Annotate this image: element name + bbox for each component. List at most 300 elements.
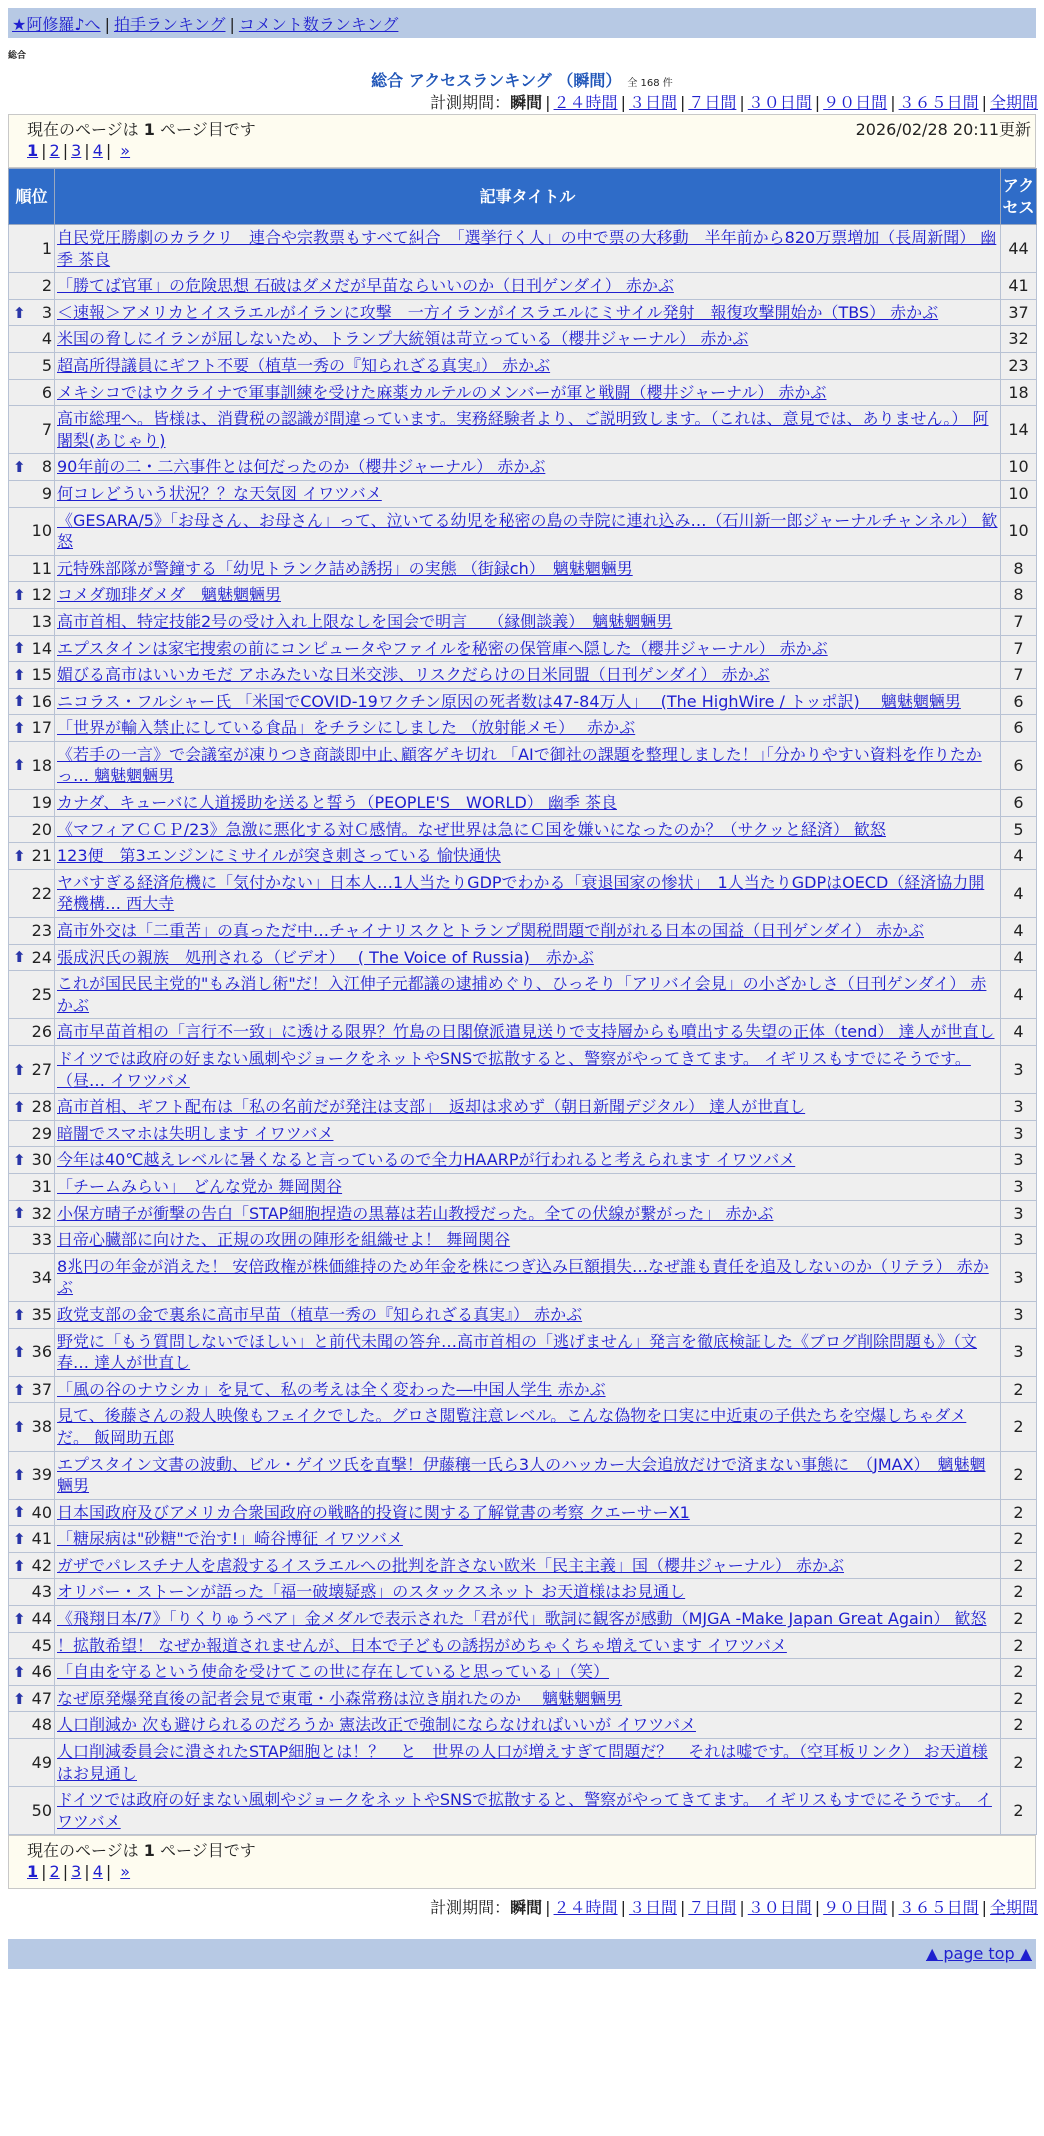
title-cell bbox=[55, 688, 1001, 715]
title-cell bbox=[55, 1787, 1001, 1835]
rank-cell bbox=[9, 1579, 55, 1606]
access-count: 37 bbox=[1001, 299, 1037, 326]
current-page-number: 1 bbox=[143, 120, 155, 139]
table-row bbox=[9, 406, 1037, 454]
table-row bbox=[9, 1712, 1037, 1739]
rank-cell bbox=[9, 1301, 55, 1328]
period-option-link[interactable]: ７日間 bbox=[688, 93, 737, 112]
article-title-link[interactable]: 90年前の二・二六事件とは何だったのか（櫻井ジャーナル） 赤かぶ bbox=[57, 457, 546, 477]
article-title-link[interactable]: 123便 第3エンジンにミサイルが突き刺さっている 愉快通快 bbox=[57, 846, 501, 866]
title-cell bbox=[55, 971, 1001, 1019]
article-title-link[interactable]: 米国の脅しにイランが屈しないため、トランプ大統領は苛立っている（櫻井ジャーナル） 赤かぶ bbox=[57, 329, 749, 349]
rank-cell bbox=[9, 1173, 55, 1200]
rank-number: 40 bbox=[31, 1502, 52, 1522]
table-row bbox=[9, 582, 1037, 609]
up-arrow-icon: ⬆ bbox=[13, 1151, 26, 1170]
article-title-link[interactable]: 「風の谷のナウシカ」を見て、私の考えは全く変わった―中国人学生 赤かぶ bbox=[57, 1379, 606, 1399]
rank-cell bbox=[9, 1606, 55, 1633]
next-page-link[interactable]: » bbox=[120, 1862, 131, 1882]
table-row bbox=[9, 1094, 1037, 1121]
page-links bbox=[27, 141, 1017, 165]
up-arrow-icon: ⬆ bbox=[13, 1417, 26, 1436]
rank-cell bbox=[9, 944, 55, 971]
title-cell bbox=[55, 662, 1001, 689]
article-title-link[interactable]: 「世界が輸入禁止にしている食品」をチラシにしました （放射能メモ） 赤かぶ bbox=[57, 718, 636, 738]
separator: | bbox=[41, 1862, 47, 1882]
period-current: 瞬間 bbox=[510, 93, 543, 112]
separator: | bbox=[545, 1898, 551, 1918]
page-link[interactable]: 1 bbox=[27, 141, 39, 160]
title-cell bbox=[55, 555, 1001, 582]
table-row bbox=[9, 918, 1037, 945]
rank-number: 5 bbox=[41, 355, 52, 375]
period-option-link[interactable]: 全期間 bbox=[989, 1898, 1038, 1918]
title-cell bbox=[55, 1328, 1001, 1376]
ranking-table-body bbox=[9, 225, 1037, 1835]
rank-cell bbox=[9, 662, 55, 689]
title-cell bbox=[55, 918, 1001, 945]
rank-number: 31 bbox=[31, 1176, 52, 1196]
article-title-link[interactable]: 8兆円の年金が消えた！ 安倍政権が株価維持のため年金を株につぎ込み巨額損失…なぜ誰も責任を追及しないのか（リテラ） 赤かぶ bbox=[57, 1256, 989, 1298]
period-option-link[interactable]: ２４時間 bbox=[553, 93, 618, 112]
period-option-link[interactable]: 全期間 bbox=[989, 93, 1038, 112]
title-cell bbox=[55, 816, 1001, 843]
access-count: 2 bbox=[1001, 1659, 1037, 1686]
rank-cell bbox=[9, 299, 55, 326]
title-cell bbox=[55, 1579, 1001, 1606]
rank-cell bbox=[9, 1227, 55, 1254]
article-title-link[interactable]: 高市首相、特定技能2号の受け入れ上限なしを国会で明言 （縁側談義） 魑魅魍魎男 bbox=[57, 611, 673, 631]
table-row bbox=[9, 273, 1037, 300]
separator: | bbox=[814, 93, 821, 112]
table-row bbox=[9, 1579, 1037, 1606]
article-title-link[interactable]: エプスタイン文書の波動、ビル・ゲイツ氏を直撃！伊藤穰一氏ら3人のハッカー大会追放だけで済まない事態に （JMAX） 魑魅魍魎男 bbox=[57, 1454, 986, 1496]
title-cell bbox=[55, 1606, 1001, 1633]
rank-number: 42 bbox=[31, 1555, 52, 1575]
title-cell bbox=[55, 1376, 1001, 1403]
article-title-link[interactable]: 《飛翔日本/7》「りくりゅうペア」金メダルで表示された「君が代」歌詞に観客が感動（MJGA -Make Japan Great Again） 歓怒 bbox=[57, 1609, 987, 1629]
page-link[interactable]: 2 bbox=[49, 141, 60, 160]
rank-number: 14 bbox=[31, 638, 52, 658]
access-count: 7 bbox=[1001, 662, 1037, 689]
article-title-link[interactable]: エプスタインは家宅捜索の前にコンピュータやファイルを秘密の保管庫へ隠した（櫻井ジャーナル） 赤かぶ bbox=[57, 638, 828, 658]
article-title-link[interactable]: 張成沢氏の親族 処刑される（ビデオ） ( The Voice of Russia) 赤かぶ bbox=[57, 947, 594, 967]
up-arrow-icon: ⬆ bbox=[13, 1343, 26, 1361]
separator: | bbox=[890, 93, 896, 112]
title-cell bbox=[55, 582, 1001, 609]
next-page-link[interactable]: » bbox=[120, 141, 131, 160]
article-title-link[interactable]: 何コレどういう状況？？な天気図 イワツバメ bbox=[57, 483, 382, 503]
separator: | bbox=[890, 1898, 896, 1918]
access-count: 5 bbox=[1001, 816, 1037, 843]
rank-cell bbox=[9, 1253, 55, 1301]
rank-number: 10 bbox=[31, 521, 52, 541]
article-title-link[interactable]: ガザでパレスチナ人を虐殺するイスラエルへの批判を許さない欧米「民主主義」国（櫻井ジャーナル） 赤かぶ bbox=[57, 1555, 845, 1575]
page-links bbox=[27, 1862, 1017, 1886]
article-title-link[interactable]: 《GESARA/5》「お母さん、お母さん」って、泣いてる幼児を秘密の島の寺院に連れ込み…（石川新一郎ジャーナルチャンネル） 歓怒 bbox=[57, 510, 998, 552]
table-row bbox=[9, 1526, 1037, 1553]
period-option-link[interactable]: ３日間 bbox=[628, 93, 677, 112]
access-count: 3 bbox=[1001, 1147, 1037, 1174]
rank-number: 36 bbox=[31, 1342, 52, 1362]
rank-number: 50 bbox=[31, 1801, 52, 1821]
page-link[interactable]: 3 bbox=[71, 1862, 82, 1882]
rank-cell bbox=[9, 1526, 55, 1553]
article-title-link[interactable]: 高市総理へ。皆様は、消費税の認識が間違っています。実務経験者より、ご説明致します。（これは、意見では、ありません。） 阿闍梨(あじゃり) bbox=[57, 409, 989, 450]
separator: | bbox=[105, 141, 112, 160]
article-title-link[interactable]: 小保方晴子が衝撃の告白「STAP細胞捏造の黒幕は若山教授だった。全ての伏線が繋がった」 赤かぶ bbox=[57, 1203, 774, 1223]
period-label: 計測期間： bbox=[430, 1898, 511, 1918]
article-title-link[interactable]: 人口削減委員会に潰されたSTAP細胞とは！？ と 世界の人口が増えすぎて問題だ？ それは嘘です。（空耳板リンク） お天道様はお見通し bbox=[57, 1742, 988, 1783]
table-row bbox=[9, 1376, 1037, 1403]
access-count: 3 bbox=[1001, 1120, 1037, 1147]
table-row bbox=[9, 1173, 1037, 1200]
up-arrow-icon: ⬆ bbox=[13, 1609, 26, 1628]
access-count: 7 bbox=[1001, 635, 1037, 662]
title-cell bbox=[55, 843, 1001, 870]
up-arrow-icon: ⬆ bbox=[13, 1060, 26, 1079]
up-arrow-icon: ⬆ bbox=[13, 665, 26, 684]
article-title-link[interactable]: 暗闇でスマホは失明します イワツバメ bbox=[57, 1123, 334, 1143]
rank-cell bbox=[9, 1328, 55, 1376]
table-row bbox=[9, 662, 1037, 689]
up-arrow-icon: ⬆ bbox=[13, 458, 26, 477]
article-title-link[interactable]: 人口削減か 次も避けられるのだろうか 憲法改正で強制にならなければいいが イワツバメ bbox=[57, 1715, 696, 1735]
table-row bbox=[9, 971, 1037, 1019]
article-title-link[interactable]: コメダ珈琲ダメダ 魑魅魍魎男 bbox=[57, 585, 282, 605]
page-link[interactable]: 4 bbox=[92, 1862, 103, 1882]
page-title-row bbox=[0, 68, 1044, 90]
article-title-link[interactable]: カナダ、キューバに人道援助を送ると誓う（PEOPLE'S WORLD） 幽季 茶良 bbox=[57, 793, 617, 813]
article-title-link[interactable]: 今年は40℃越えレベルに暑くなると言っているので全力HAARPが行われると考えられます イワツバメ bbox=[57, 1150, 796, 1170]
table-row bbox=[9, 1606, 1037, 1633]
period-option-link[interactable]: ３日間 bbox=[628, 1898, 677, 1918]
article-title-link[interactable]: ヤバすぎる経済危機に「気付かない」日本人…1人当たりGDPでわかる「衰退国家の惨状」 1人当たりGDPはOECD（経済協力開発機構… 西大寺 bbox=[57, 872, 985, 914]
access-count: 10 bbox=[1001, 507, 1037, 555]
period-option-link[interactable]: ３６５日間 bbox=[898, 93, 979, 112]
access-count: 2 bbox=[1001, 1579, 1037, 1606]
period-option-link[interactable]: ３０日間 bbox=[747, 1898, 812, 1918]
page-link[interactable]: 1 bbox=[27, 1862, 39, 1882]
access-count: 8 bbox=[1001, 582, 1037, 609]
page-link-current[interactable] bbox=[27, 1862, 38, 1881]
rank-cell bbox=[9, 1712, 55, 1739]
comment-ranking-link[interactable]: コメント数ランキング bbox=[238, 15, 399, 34]
table-row bbox=[9, 816, 1037, 843]
rank-cell bbox=[9, 582, 55, 609]
table-row bbox=[9, 480, 1037, 507]
title-cell bbox=[55, 1685, 1001, 1712]
rank-cell bbox=[9, 1659, 55, 1686]
article-title-link[interactable]: 日帝心臓部に向けた、正規の攻囲の陣形を組織せよ！ 舞岡関谷 bbox=[57, 1230, 511, 1250]
up-arrow-icon: ⬆ bbox=[13, 1097, 26, 1116]
title-cell bbox=[55, 715, 1001, 742]
title-cell bbox=[55, 1173, 1001, 1200]
rank-cell bbox=[9, 1403, 55, 1451]
up-arrow-icon: ⬆ bbox=[13, 1662, 26, 1681]
up-arrow-icon: ⬆ bbox=[13, 718, 26, 737]
ranking-table bbox=[8, 168, 1037, 1835]
current-page-prefix: 現在のページは bbox=[27, 120, 139, 139]
rank-cell bbox=[9, 971, 55, 1019]
separator: | bbox=[679, 93, 686, 112]
period-option-link[interactable]: ２４時間 bbox=[553, 1898, 618, 1918]
separator: | bbox=[739, 93, 745, 112]
separator: | bbox=[981, 1898, 987, 1918]
period-selector-top bbox=[0, 90, 1038, 114]
access-count: 3 bbox=[1001, 1094, 1037, 1121]
rank-number: 41 bbox=[31, 1529, 52, 1549]
title-cell bbox=[55, 869, 1001, 917]
title-cell bbox=[55, 454, 1001, 481]
rank-cell bbox=[9, 225, 55, 273]
rank-number: 26 bbox=[31, 1022, 52, 1042]
rank-number: 38 bbox=[31, 1417, 52, 1437]
rank-column-header: 順位 bbox=[9, 169, 55, 225]
rank-number: 37 bbox=[31, 1379, 52, 1399]
applause-ranking-link[interactable]: 拍手ランキング bbox=[113, 15, 226, 34]
table-row bbox=[9, 635, 1037, 662]
access-count: 8 bbox=[1001, 555, 1037, 582]
period-option-link[interactable]: ３６５日間 bbox=[898, 1898, 979, 1918]
article-title-link[interactable]: 高市首相、ギフト配布は「私の名前だが発注は支部」 返却は求めず（朝日新聞デジタル） 達人が世直し bbox=[57, 1097, 806, 1117]
access-count: 2 bbox=[1001, 1606, 1037, 1633]
rank-cell bbox=[9, 843, 55, 870]
rank-number: 49 bbox=[31, 1752, 52, 1772]
rank-number: 43 bbox=[31, 1582, 52, 1602]
article-title-link[interactable]: メキシコではウクライナで軍事訓練を受けた麻薬カルテルのメンバーが軍と戦闘（櫻井ジャーナル） 赤かぶ bbox=[57, 382, 827, 402]
up-arrow-icon: ⬆ bbox=[13, 639, 26, 658]
title-cell bbox=[55, 1451, 1001, 1499]
current-page-number: 1 bbox=[143, 1841, 155, 1861]
home-link[interactable]: ★阿修羅♪へ bbox=[12, 15, 101, 34]
table-row bbox=[9, 843, 1037, 870]
rank-number: 6 bbox=[41, 382, 52, 402]
article-title-link[interactable]: 高市早苗首相の「言行不一致」に透ける限界？竹島の日閣僚派遣見送りで支持層からも噴出する失望の正体（tend） 達人が世直し bbox=[57, 1022, 995, 1042]
title-cell bbox=[55, 1253, 1001, 1301]
access-count: 2 bbox=[1001, 1376, 1037, 1403]
period-label: 計測期間： bbox=[430, 93, 511, 112]
access-count: 2 bbox=[1001, 1739, 1037, 1787]
period-selector-bottom bbox=[0, 1895, 1038, 1919]
separator: | bbox=[62, 141, 69, 160]
rank-number: 19 bbox=[31, 793, 52, 813]
access-count: 3 bbox=[1001, 1173, 1037, 1200]
table-row bbox=[9, 790, 1037, 817]
rank-number: 27 bbox=[31, 1059, 52, 1079]
rank-cell bbox=[9, 1094, 55, 1121]
rank-cell bbox=[9, 352, 55, 379]
access-count: 3 bbox=[1001, 1227, 1037, 1254]
rank-number: 25 bbox=[31, 985, 52, 1005]
access-count: 23 bbox=[1001, 352, 1037, 379]
article-title-link[interactable]: オリバー・ストーンが語った「福一破壊疑惑」のスタックスネット お天道様はお見通し bbox=[57, 1582, 686, 1602]
access-count: 4 bbox=[1001, 1019, 1037, 1046]
up-arrow-icon: ⬆ bbox=[13, 756, 26, 775]
table-row bbox=[9, 379, 1037, 406]
access-count: 3 bbox=[1001, 1046, 1037, 1094]
title-cell bbox=[55, 406, 1001, 454]
rank-number: 2 bbox=[41, 276, 52, 296]
rank-cell bbox=[9, 273, 55, 300]
title-cell bbox=[55, 1712, 1001, 1739]
access-count: 3 bbox=[1001, 1328, 1037, 1376]
access-count: 14 bbox=[1001, 406, 1037, 454]
rank-cell bbox=[9, 1499, 55, 1526]
article-title-link[interactable]: ニコラス・フルシャー氏 「米国でCOVID-19ワクチン原因の死者数は47-84万人」 (The HighWire / トッポ訳) 魑魅魍魎男 bbox=[57, 691, 961, 711]
rank-cell bbox=[9, 790, 55, 817]
page-link[interactable]: 3 bbox=[71, 141, 82, 160]
table-row bbox=[9, 454, 1037, 481]
period-option-link[interactable]: ９０日間 bbox=[823, 1898, 888, 1918]
article-title-link[interactable]: 「自由を守るという使命を受けてこの世に存在していると思っている」（笑） bbox=[57, 1662, 610, 1682]
rank-number: 22 bbox=[31, 883, 52, 903]
bottom-bar bbox=[8, 1939, 1036, 1969]
up-arrow-icon: ⬆ bbox=[13, 303, 26, 322]
title-cell bbox=[55, 1019, 1001, 1046]
title-cell bbox=[55, 326, 1001, 353]
article-title-link[interactable]: 元特殊部隊が警鐘する「幼児トランク詰め誘拐」の実態 （街録ch） 魑魅魍魎男 bbox=[57, 558, 633, 578]
rank-number: 8 bbox=[41, 457, 52, 477]
pager-top bbox=[8, 114, 1036, 168]
rank-number: 34 bbox=[31, 1267, 52, 1287]
rank-number: 30 bbox=[31, 1150, 52, 1170]
rank-number: 9 bbox=[41, 483, 52, 503]
title-cell bbox=[55, 299, 1001, 326]
access-count: 6 bbox=[1001, 688, 1037, 715]
article-title-link[interactable]: 《マフィアＣＣＰ/23》急激に悪化する対Ｃ感情。なぜ世界は急にＣ国を嫌いになったのか？（サクッと経済） 歓怒 bbox=[57, 819, 886, 839]
separator: | bbox=[679, 1898, 686, 1918]
access-count: 3 bbox=[1001, 1253, 1037, 1301]
title-cell bbox=[55, 608, 1001, 635]
current-page-suffix: ページ目です bbox=[160, 1841, 256, 1861]
page-top-link[interactable]: ▲ page top ▲ bbox=[925, 1944, 1032, 1964]
up-arrow-icon: ⬆ bbox=[13, 1204, 26, 1223]
access-count: 2 bbox=[1001, 1403, 1037, 1451]
title-cell bbox=[55, 635, 1001, 662]
title-cell bbox=[55, 352, 1001, 379]
table-row bbox=[9, 1659, 1037, 1686]
up-arrow-icon: ⬆ bbox=[13, 1465, 26, 1484]
table-row bbox=[9, 1120, 1037, 1147]
up-arrow-icon: ⬆ bbox=[13, 585, 26, 604]
table-row bbox=[9, 555, 1037, 582]
table-row bbox=[9, 1328, 1037, 1376]
title-cell bbox=[55, 1499, 1001, 1526]
table-row bbox=[9, 688, 1037, 715]
article-title-link[interactable]: 高市外交は「二重苦」の真っただ中…チャイナリスクとトランプ関税問題で削がれる日本の国益（日刊ゲンダイ） 赤かぶ bbox=[57, 921, 925, 941]
separator: | bbox=[84, 1862, 90, 1882]
table-row bbox=[9, 1451, 1037, 1499]
title-cell bbox=[55, 1552, 1001, 1579]
up-arrow-icon: ⬆ bbox=[13, 846, 26, 865]
rank-cell bbox=[9, 326, 55, 353]
rank-cell bbox=[9, 741, 55, 789]
top-nav-bar bbox=[8, 8, 1036, 38]
access-count: 2 bbox=[1001, 1499, 1037, 1526]
article-title-link[interactable]: 《若手の一言》で会議室が凍りつき商談即中止､顧客ゲキ切れ 「AIで御社の課題を整理しました！｣｢分かりやすい資料を作りたかっ… 魑魅魍魎男 bbox=[57, 744, 982, 786]
article-title-link[interactable]: これが国民民主党的"もみ消し術"だ！入江伸子元都議の逮捕めぐり、ひっそり「アリバイ会見」の小ざかしさ（日刊ゲンダイ） 赤かぶ bbox=[57, 974, 987, 1015]
rank-number: 39 bbox=[31, 1465, 52, 1485]
rank-cell bbox=[9, 1685, 55, 1712]
article-title-link[interactable]: 見て、後藤さんの殺人映像もフェイクでした。グロさ閲覧注意レベル。こんな偽物を口実に中近東の子供たちを空爆しちゃダメだ。 飯岡助五郎 bbox=[57, 1406, 967, 1447]
article-title-link[interactable]: 超高所得議員にギフト不要（植草一秀の『知られざる真実』） 赤かぶ bbox=[57, 355, 551, 375]
separator: | bbox=[104, 15, 110, 34]
article-title-link[interactable]: 媚びる高市はいいカモだ アホみたいな日米交渉、リスクだらけの日米同盟（日刊ゲンダイ） 赤かぶ bbox=[57, 665, 770, 685]
rank-number: 46 bbox=[31, 1662, 52, 1682]
period-option-link[interactable]: ７日間 bbox=[688, 1898, 737, 1918]
access-count: 2 bbox=[1001, 1526, 1037, 1553]
access-count: 2 bbox=[1001, 1552, 1037, 1579]
table-row bbox=[9, 608, 1037, 635]
table-row bbox=[9, 1046, 1037, 1094]
article-title-link[interactable]: ＜速報＞アメリカとイスラエルがイランに攻撃 一方イランがイスラエルにミサイル発射 報復攻撃開始か（TBS） 赤かぶ bbox=[57, 302, 939, 322]
title-column-header: 記事タイトル bbox=[55, 169, 1001, 225]
table-row bbox=[9, 944, 1037, 971]
rank-cell bbox=[9, 608, 55, 635]
title-cell bbox=[55, 1147, 1001, 1174]
access-count: 6 bbox=[1001, 741, 1037, 789]
rank-cell bbox=[9, 1147, 55, 1174]
article-title-link[interactable]: ドイツでは政府の好まない風刺やジョークをネットやSNSで拡散すると、警察がやってきてます。 イギリスもすでにそうです。（昼… イワツバメ bbox=[57, 1049, 971, 1090]
page-link[interactable]: 2 bbox=[49, 1862, 60, 1882]
article-title-link[interactable]: 「チームみらい」 どんな党か 舞岡関谷 bbox=[57, 1176, 343, 1196]
separator: | bbox=[84, 141, 90, 160]
table-row bbox=[9, 1552, 1037, 1579]
article-title-link[interactable]: 「勝てば官軍」の危険思想 石破はダメだが早苗ならいいのか（日刊ゲンダイ） 赤かぶ bbox=[57, 276, 674, 296]
article-title-link[interactable]: ！拡散希望！ なぜか報道されませんが、日本で子どもの誘拐がめちゃくちゃ増えています イワツバメ bbox=[57, 1635, 787, 1655]
access-count: 4 bbox=[1001, 944, 1037, 971]
page-link[interactable]: 4 bbox=[92, 141, 103, 160]
table-row bbox=[9, 507, 1037, 555]
access-count: 2 bbox=[1001, 1712, 1037, 1739]
table-row bbox=[9, 1301, 1037, 1328]
period-option-link[interactable]: ９０日間 bbox=[823, 93, 888, 112]
access-count: 10 bbox=[1001, 480, 1037, 507]
separator: | bbox=[41, 141, 47, 160]
separator: | bbox=[981, 93, 987, 112]
up-arrow-icon: ⬆ bbox=[13, 1305, 26, 1324]
article-title-link[interactable]: ドイツでは政府の好まない風刺やジョークをネットやSNSで拡散すると、警察がやってきてます。 イギリスもすでにそうです。 イワツバメ bbox=[57, 1790, 992, 1831]
rank-cell bbox=[9, 406, 55, 454]
access-count: 18 bbox=[1001, 379, 1037, 406]
access-count: 2 bbox=[1001, 1632, 1037, 1659]
table-row bbox=[9, 715, 1037, 742]
page-link-current[interactable] bbox=[27, 141, 38, 160]
article-title-link[interactable]: なぜ原発爆発直後の記者会見で東電・小森常務は泣き崩れたのか 魑魅魍魎男 bbox=[57, 1688, 623, 1708]
rank-number: 4 bbox=[41, 329, 52, 349]
table-row bbox=[9, 326, 1037, 353]
rank-cell bbox=[9, 507, 55, 555]
rank-cell bbox=[9, 1632, 55, 1659]
article-title-link[interactable]: 自民党圧勝劇のカラクリ 連合や宗教票もすべて糾合 「選挙行く人」の中で票の大移動 半年前から820万票増加（長周新聞） 幽季 茶良 bbox=[57, 228, 997, 269]
title-cell bbox=[55, 741, 1001, 789]
rank-number: 20 bbox=[31, 819, 52, 839]
table-row bbox=[9, 225, 1037, 273]
title-cell bbox=[55, 944, 1001, 971]
article-title-link[interactable]: 野党に「もう質問しないでほしい」と前代未聞の答弁…高市首相の「逃げません」発言を徹底検証した《ブログ削除問題も》（文春… 達人が世直し bbox=[57, 1331, 978, 1373]
article-title-link[interactable]: 日本国政府及びアメリカ合衆国政府の戦略的投資に関する了解覚書の考察 クエーサーX1 bbox=[57, 1502, 690, 1522]
rank-cell bbox=[9, 688, 55, 715]
rank-number: 23 bbox=[31, 921, 52, 941]
article-title-link[interactable]: 政党支部の金で裏糸に高市早苗（植草一秀の『知られざる真実』） 赤かぶ bbox=[57, 1304, 583, 1324]
rank-number: 21 bbox=[31, 846, 52, 866]
article-title-link[interactable]: 「糖尿病は"砂糖"で治す!」崎谷博征 イワツバメ bbox=[57, 1529, 403, 1549]
period-option-link[interactable]: ３０日間 bbox=[747, 93, 812, 112]
table-row bbox=[9, 869, 1037, 917]
rank-number: 33 bbox=[31, 1230, 52, 1250]
rank-cell bbox=[9, 1200, 55, 1227]
